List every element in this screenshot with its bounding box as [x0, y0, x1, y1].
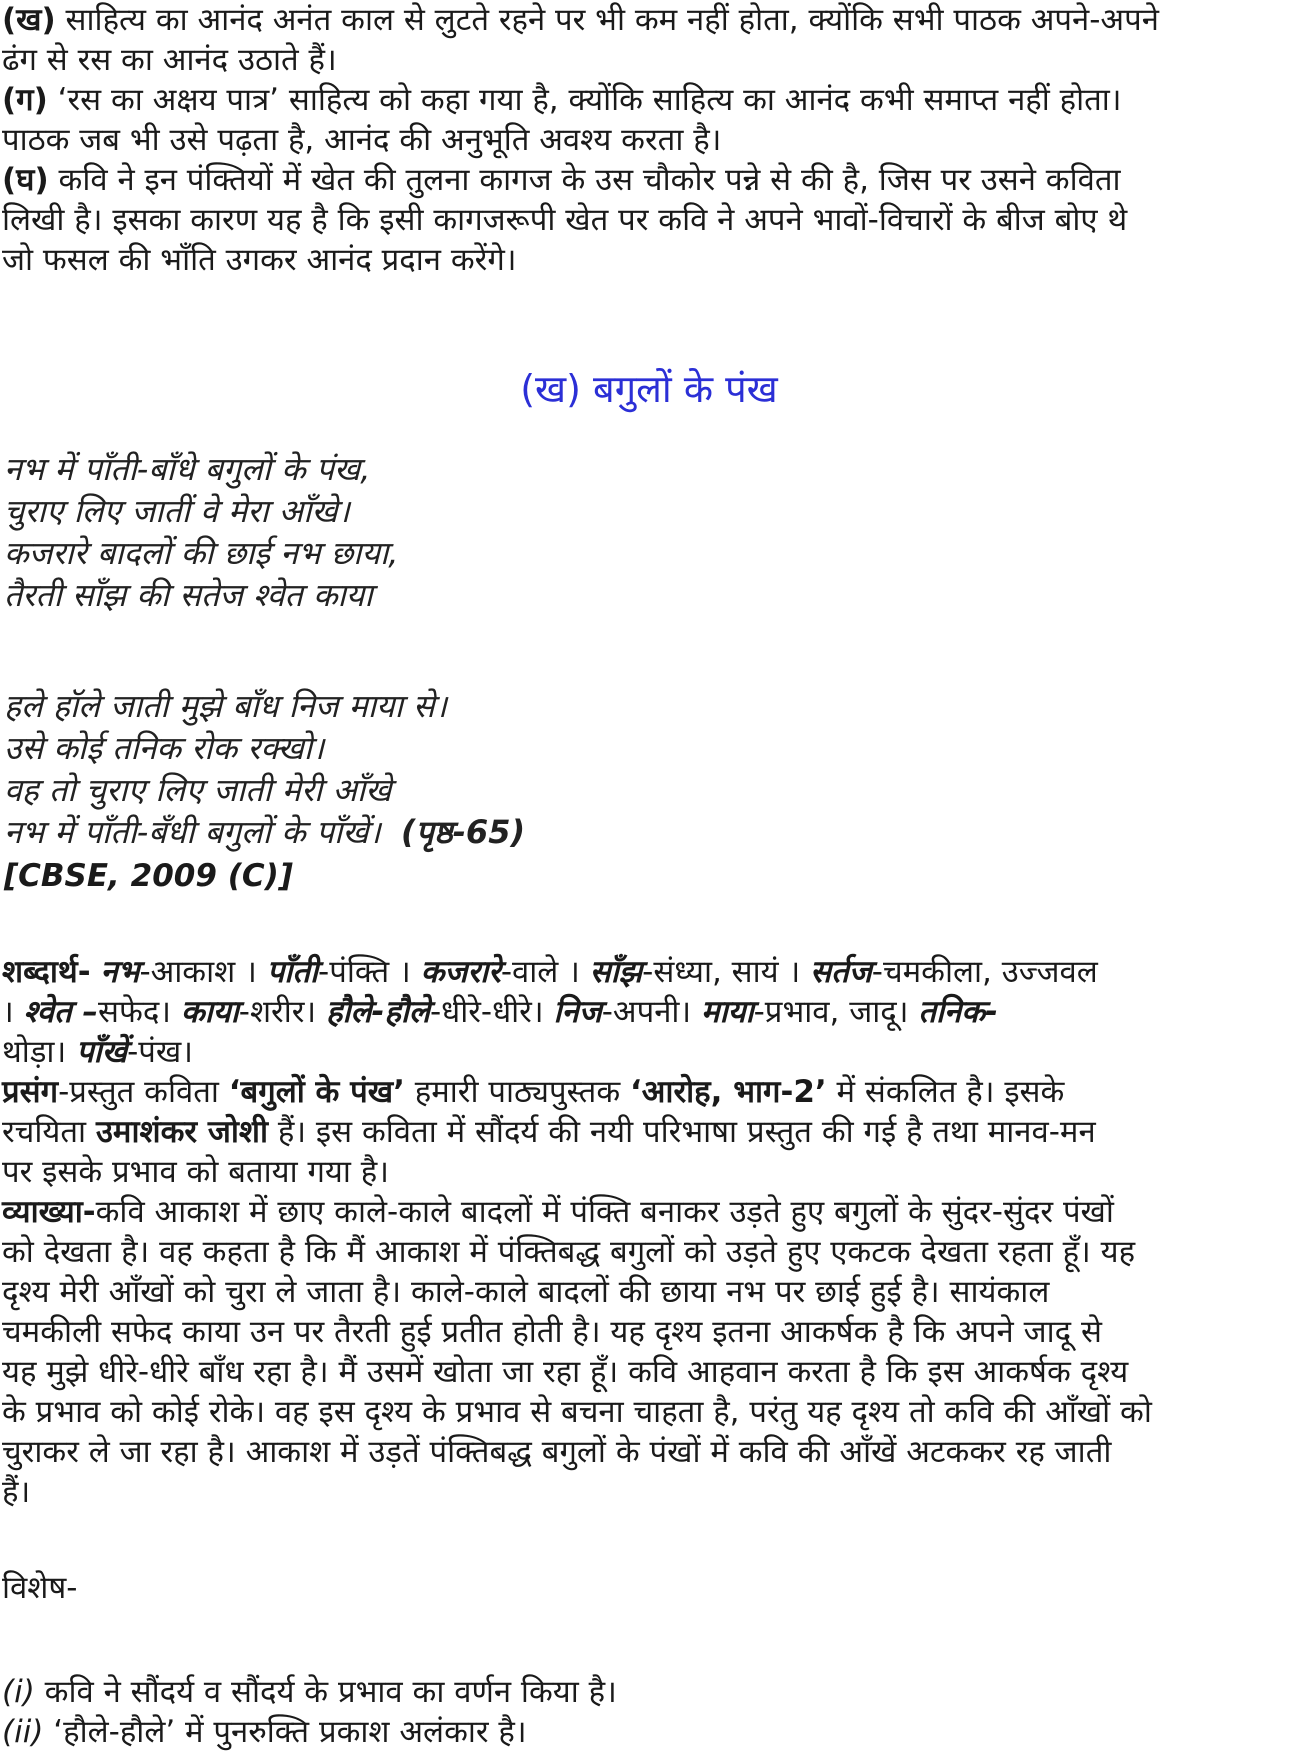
- section-heading: (ख) बगुलों के पंख: [520, 367, 778, 411]
- answer-line: [2, 80, 1292, 120]
- vishesh-item: [2, 1712, 1292, 1752]
- poem-line: वह तो चुराए लिए जाती मेरी आँखे: [4, 771, 392, 809]
- poem-stanza-1: [4, 448, 398, 616]
- glossary-word: हौले-हौले: [326, 994, 430, 1030]
- glossary-meaning: -: [985, 994, 998, 1030]
- answer-line: पाठक जब भी उसे पढ़ता है, आनंद की अनुभूति अवश्य करता है।: [2, 122, 722, 158]
- glossary-meaning: -शरीर।: [238, 994, 317, 1030]
- vishesh-label-block: [2, 1568, 1292, 1608]
- poem-stanza-2: [4, 685, 525, 853]
- vyakhya: [2, 1192, 1292, 1512]
- answer-label: (घ): [2, 162, 49, 198]
- vishesh-text: कवि ने सौंदर्य व सौंदर्य के प्रभाव का वर्णन किया है।: [34, 1674, 617, 1710]
- glossary-meaning: -पंक्ति ।: [318, 954, 411, 990]
- glossary-word: साँझ: [589, 954, 643, 990]
- vyakhya-label: व्याख्या-: [2, 1194, 96, 1230]
- glossary-meaning: -धीरे-धीरे।: [429, 994, 544, 1030]
- answer-gha: [2, 160, 1292, 280]
- vyakhya-line: [2, 1192, 1292, 1232]
- answer-text: ‘रस का अक्षय पात्र’ साहित्य को कहा गया है, क्योंकि साहित्य का आनंद कभी समाप्त नहीं होता।: [47, 82, 1122, 118]
- glossary-word: नभ: [100, 954, 140, 990]
- vyakhya-line: चुराकर ले जा रहा है। आकाश में उड़तें पंक्तिबद्ध बगुलों के पंखों में कवि की आँखें अटककर रह जाती: [2, 1434, 1112, 1470]
- vyakhya-line: हैं।: [2, 1474, 31, 1510]
- poet-name: उमाशंकर जोशी: [95, 1114, 268, 1150]
- vyakhya-line: यह मुझे धीरे-धीरे बाँध रहा है। मैं उसमें खोता जा रहा हूँ। कवि आहवान करता है कि इस आकर्षक दृश्य: [2, 1354, 1129, 1390]
- prasang-text: हैं। इस कविता में सौंदर्य की नयी परिभाषा प्रस्तुत की गई है तथा मानव-मन: [268, 1114, 1096, 1150]
- vishesh-list: [2, 1672, 1292, 1752]
- glossary-meaning: -वाले ।: [500, 954, 580, 990]
- glossary-meaning: -चमकीला, उज्जवल: [871, 954, 1098, 990]
- answer-label: (ख): [2, 2, 56, 38]
- poem-line: नभ में पाँती-बँधी बगुलों के पाँखें।: [4, 813, 381, 851]
- vyakhya-line: के प्रभाव को कोई रोके। वह इस दृश्य के प्रभाव से बचना चाहता है, परंतु यह दृश्य तो कवि की आँखों को: [2, 1394, 1152, 1430]
- vishesh-number: (ii): [2, 1714, 44, 1750]
- glossary-meaning: -आकाश ।: [139, 954, 257, 990]
- glossary-prefix: थोड़ा।: [2, 1034, 67, 1070]
- answer-text: साहित्य का आनंद अनंत काल से लुटते रहने पर भी कम नहीं होता, क्योंकि सभी पाठक अपने-अपने: [55, 2, 1159, 38]
- vyakhya-line: चमकीली सफेद काया उन पर तैरती हुई प्रतीत होती है। यह दृश्य इतना आकर्षक है कि अपने जादू से: [2, 1314, 1102, 1350]
- poem-line-with-ref: [4, 811, 525, 853]
- vishesh-label: विशेष-: [2, 1570, 78, 1606]
- vishesh-number: (i): [2, 1674, 35, 1710]
- glossary-label: शब्दार्थ-: [2, 954, 91, 990]
- answer-kha: [2, 0, 1292, 80]
- prasang: [2, 1072, 1292, 1192]
- answer-ga: [2, 80, 1292, 160]
- prasang-text: हमारी पाठ्यपुस्तक: [404, 1074, 630, 1110]
- glossary-word: श्वेत –: [23, 994, 98, 1030]
- prasang-text: में संकलित है। इसके: [826, 1074, 1065, 1110]
- prasang-line: [2, 1112, 1292, 1152]
- answer-line: ढंग से रस का आनंद उठाते हैं।: [2, 42, 337, 78]
- glossary-line-1: [2, 952, 1292, 992]
- glossary-meaning: -पंख।: [127, 1034, 193, 1070]
- glossary-word: निज: [553, 994, 602, 1030]
- poem-line: नभ में पाँती-बाँधे बगुलों के पंख,: [4, 450, 371, 488]
- prasang-line: पर इसके प्रभाव को बताया गया है।: [2, 1154, 390, 1190]
- glossary-word: कजरारे: [420, 954, 501, 990]
- glossary-line-2: । श्वेत –सफेद। काया-शरीर। हौले-हौले-धीरे-धीरे। निज-अपनी। माया-प्रभाव, जादू। तनिक-: [2, 994, 998, 1030]
- answer-line: [2, 160, 1292, 200]
- answer-text: कवि ने इन पंक्तियों में खेत की तुलना कागज के उस चौकोर पन्ने से की है, जिस पर उसने कविता: [48, 162, 1121, 198]
- prasang-label: प्रसंग: [2, 1074, 59, 1110]
- glossary-line-3: [2, 1032, 1292, 1072]
- poem-line: तैरती साँझ की सतेज श्वेत काया: [4, 576, 373, 614]
- poem-line: उसे कोई तनिक रोक रक्खो।: [4, 729, 325, 767]
- poem-line: चुराए लिए जातीं वे मेरा आँखे।: [4, 492, 350, 530]
- exam-source: [CBSE, 2009 (C)]: [4, 858, 293, 894]
- glossary-word: सर्तज: [810, 954, 872, 990]
- glossary: [2, 952, 1292, 1072]
- answer-line: [2, 0, 1292, 40]
- prasang-text: रचयिता: [2, 1114, 96, 1150]
- answer-line: जो फसल की भाँति उगकर आनंद प्रदान करेंगे।: [2, 242, 517, 278]
- book-title: ‘आरोह, भाग-2’: [630, 1074, 827, 1110]
- page-reference: (पृष्ठ-65): [401, 813, 526, 851]
- vishesh-text: ‘हौले-हौले’ में पुनरुक्ति प्रकाश अलंकार है।: [43, 1714, 527, 1750]
- poem-line: कजरारे बादलों की छाई नभ छाया,: [4, 534, 399, 572]
- glossary-word: तनिक: [918, 994, 986, 1030]
- prasang-line: [2, 1072, 1292, 1112]
- glossary-meaning: सफेद।: [97, 994, 172, 1030]
- glossary-meaning: -संध्या, सायं ।: [642, 954, 801, 990]
- glossary-meaning: -प्रभाव, जादू।: [753, 994, 909, 1030]
- vyakhya-line: दृश्य मेरी आँखों को चुरा ले जाता है। काले-काले बादलों की छाया नभ पर छाई हुई है। सायंकाल: [2, 1274, 1050, 1310]
- glossary-meaning: -अपनी।: [601, 994, 692, 1030]
- poem-line: हले हॉले जाती मुझे बाँध निज माया से।: [4, 687, 447, 725]
- answer-label: (ग): [2, 82, 48, 118]
- vyakhya-text: कवि आकाश में छाए काले-काले बादलों में पंक्ति बनाकर उड़ते हुए बगुलों के सुंदर-सुंदर पंखों: [95, 1194, 1114, 1230]
- answer-line: लिखी है। इसका कारण यह है कि इसी कागजरूपी खेत पर कवि ने अपने भावों-विचारों के बीज बोए थे: [2, 202, 1128, 238]
- vyakhya-line: को देखता है। वह कहता है कि मैं आकाश में पंक्तिबद्ध बगुलों को उड़ते हुए एकटक देखता रहता हूँ। यह: [2, 1234, 1136, 1270]
- poem-title: ‘बगुलों के पंख’: [228, 1074, 405, 1110]
- glossary-word: काया: [180, 994, 239, 1030]
- glossary-word: पाँती: [266, 954, 319, 990]
- glossary-word: पाँखें: [76, 1034, 128, 1070]
- vishesh-item: [2, 1672, 1292, 1712]
- prasang-text: -प्रस्तुत कविता: [58, 1074, 229, 1110]
- glossary-word: माया: [701, 994, 754, 1030]
